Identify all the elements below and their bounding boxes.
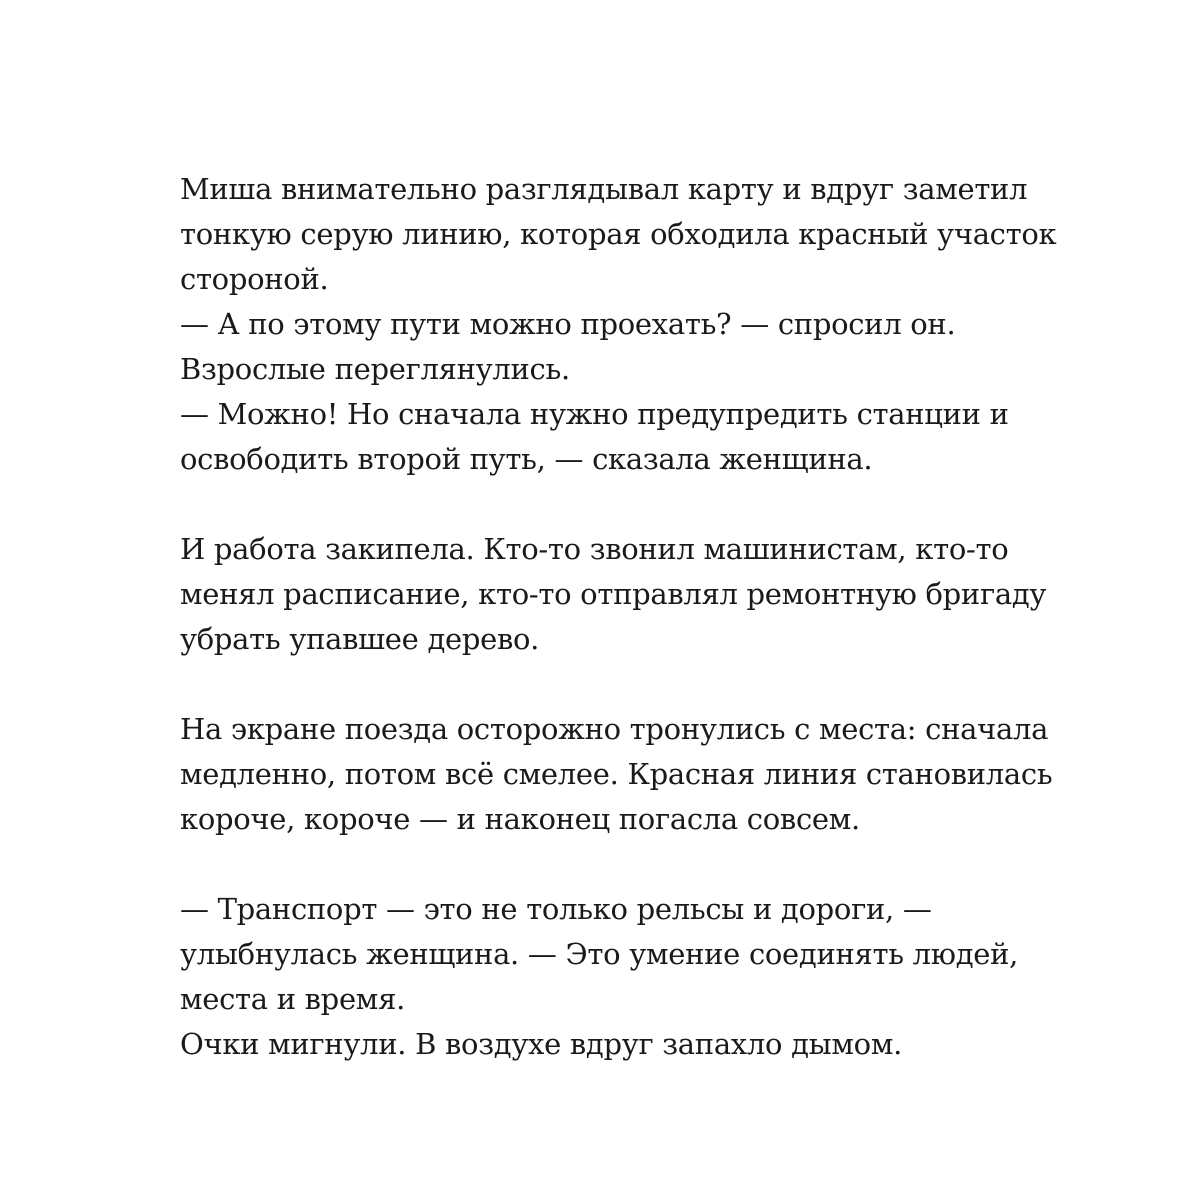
text-line: — А по этому пути можно проехать? — спросил он. [180,307,956,341]
text-line: И работа закипела. Кто-то звонил машинистам, кто-то [180,532,1009,566]
text-line: стороной. [180,262,329,296]
text-line: тонкую серую линию, которая обходила красный участок [180,217,1057,251]
text-line: Миша внимательно разглядывал карту и вдруг заметил [180,172,1028,206]
text-line: Взрослые переглянулись. [180,352,570,386]
text-line: Очки мигнули. В воздухе вдруг запахло дымом. [180,1027,902,1061]
text-line: короче, короче — и наконец погасла совсем. [180,802,860,836]
text-line: — Можно! Но сначала нужно предупредить станции и [180,397,1009,431]
text-line: освободить второй путь, — сказала женщина. [180,442,873,476]
text-line: На экране поезда осторожно тронулись с места: сначала [180,712,1049,746]
text-line: — Транспорт — это не только рельсы и дороги, — [180,892,932,926]
paragraph-trains-moved [180,707,1140,842]
text-line: медленно, потом всё смелее. Красная линия становилась [180,757,1053,791]
text-line: места и время. [180,982,405,1016]
story-text [180,167,1140,1067]
paragraph-transport-meaning [180,887,1140,1067]
text-line: менял расписание, кто-то отправлял ремонтную бригаду [180,577,1047,611]
text-line: улыбнулась женщина. — Это умение соединять людей, [180,937,1019,971]
text-line: убрать упавшее дерево. [180,622,540,656]
paragraph-work-started [180,527,1140,662]
paragraph-map-discovery [180,167,1140,482]
